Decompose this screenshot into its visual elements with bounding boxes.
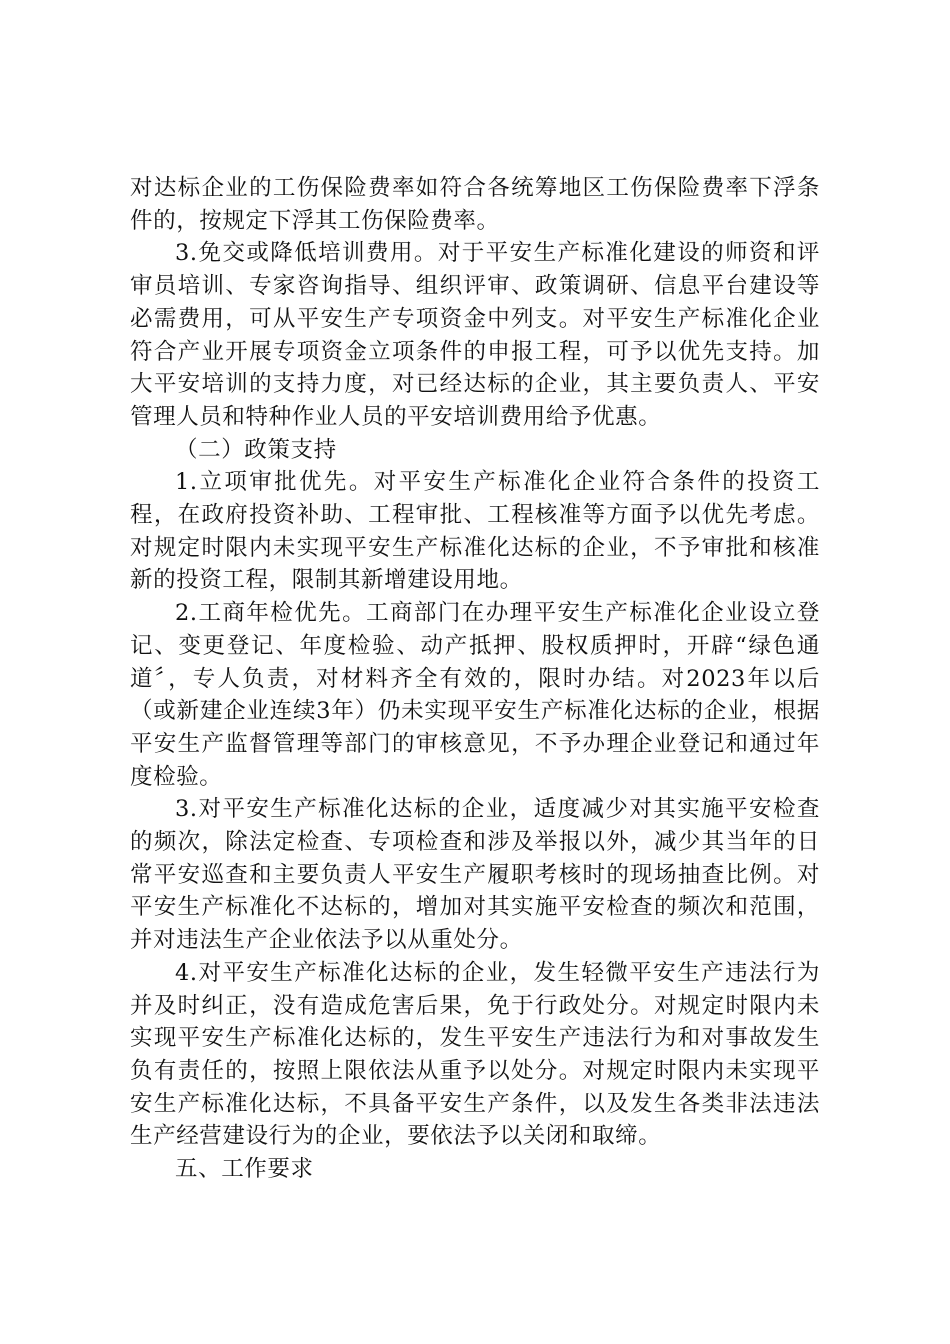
paragraph-inspection-frequency: 3.对平安生产标准化达标的企业，适度减少对其实施平安检查的频次，除法定检查、专项检查和涉及举报以外，减少其当年的日常平安巡查和主要负责人平安生产履职考核时的现场抽查比例。对平安生产标准化不达标的，增加对其实施平安检查的频次和范围，并对违法生产企业依法予以从重处分。 [130,796,820,954]
paragraph-training-fees: 3.免交或降低培训费用。对于平安生产标准化建设的师资和评审员培训、专家咨询指导、组织评审、政策调研、信息平台建设等必需费用，可从平安生产专项资金中列支。对平安生产标准化企业符合产业开展专项资金立项条件的申报工程，可予以优先支持。加大平安培训的支持力度，对已经达标的企业，其主要负责人、平安管理人员和特种作业人员的平安培训费用给予优惠。 [130,240,820,430]
section-heading-policy-support: （二）政策支持 [175,436,337,463]
paragraph-business-inspection: 2.工商年检优先。工商部门在办理平安生产标准化企业设立登记、变更登记、年度检验、动产抵押、股权质押时，开辟“绿色通道〞，专人负责，对材料齐全有效的，限时办结。对2023年以后（或新建企业连续3年）仍未实现平安生产标准化达标的企业，根据平安生产监督管理等部门的审核意见，不予办理企业登记和通过年度检验。 [130,600,820,790]
paragraph-project-approval: 1.立项审批优先。对平安生产标准化企业符合条件的投资工程，在政府投资补助、工程审批、工程核准等方面予以优先考虑。对规定时限内未实现平安生产标准化达标的企业，不予审批和核准新的投资工程，限制其新增建设用地。 [130,469,820,594]
paragraph-insurance-rate: 对达标企业的工伤保险费率如符合各统筹地区工伤保险费率下浮条件的，按规定下浮其工伤保险费率。 [130,175,820,234]
section-heading-work-requirements: 五、工作要求 [175,1156,314,1183]
paragraph-penalties: 4.对平安生产标准化达标的企业，发生轻微平安生产违法行为并及时纠正，没有造成危害后果，免于行政处分。对规定时限内未实现平安生产标准化达标的，发生平安生产违法行为和对事故发生负有责任的，按照上限依法从重予以处分。对规定时限内未实现平安生产标准化达标，不具备平安生产条件，以及发生各类非法违法生产经营建设行为的企业，要依法予以关闭和取缔。 [130,959,820,1150]
document-page [130,172,820,1186]
